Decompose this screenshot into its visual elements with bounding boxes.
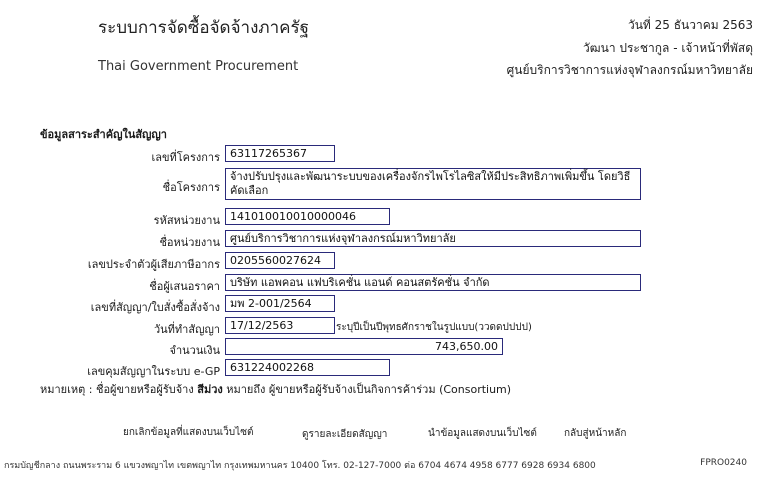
contract-date-label: วันที่ทำสัญญา	[153, 323, 220, 336]
amount-field[interactable]: 743,650.00	[225, 338, 503, 355]
unit-code-label: รหัสหน่วยงาน	[153, 214, 220, 227]
project-no-field[interactable]: 63117265367	[225, 145, 335, 162]
unit-code-field[interactable]: 141010010010000046	[225, 208, 390, 225]
tax-id-label: เลขประจำตัวผู้เสียภาษีอากร	[87, 258, 220, 271]
note-highlight: สีม่วง	[197, 383, 223, 396]
project-name-field[interactable]: จ้างปรับปรุงและพัฒนาระบบของเครื่องจักรไพโรไลซิสให้มีประสิทธิภาพเพิ่มขึ้น โดยวิธีคัดเลือก	[225, 168, 641, 200]
contract-no-field[interactable]: มพ 2-001/2564	[225, 295, 335, 312]
cancel-web-display-link[interactable]: ยกเลิกข้อมูลที่แสดงบนเว็บไซต์	[123, 427, 254, 438]
egp-no-label: เลขคุมสัญญาในระบบ e-GP	[87, 365, 220, 378]
egp-no-field[interactable]: 631224002268	[225, 359, 390, 376]
project-no-label: เลขที่โครงการ	[151, 151, 220, 164]
project-name-label: ชื่อโครงการ	[162, 181, 220, 194]
contract-date-hint: ระบุปีเป็นปีพุทธศักราชในรูปแบบ(ววดดปปปป)	[336, 322, 532, 333]
footer-page-code: FPRO0240	[700, 458, 747, 468]
view-contract-link[interactable]: ดูรายละเอียดสัญญา	[302, 429, 388, 440]
tax-id-field[interactable]: 0205560027624	[225, 252, 335, 269]
unit-name-field[interactable]: ศูนย์บริการวิชาการแห่งจุฬาลงกรณ์มหาวิทยาลัย	[225, 230, 641, 247]
back-to-main-link[interactable]: กลับสู่หน้าหลัก	[564, 428, 627, 439]
footer-address: กรมบัญชีกลาง ถนนพระราม 6 แขวงพญาไท เขตพญาไท กรุงเทพมหานคร 10400 โทร. 02-127-7000 ต่อ 6704 4674 4958 6777 6928 6934 6800	[4, 461, 596, 471]
unit-name-label: ชื่อหน่วยงาน	[159, 236, 220, 249]
contract-date-field[interactable]: 17/12/2563	[225, 317, 335, 334]
note-suffix: หมายถึง ผู้ขายหรือผู้รับจ้างเป็นกิจการค้าร่วม (Consortium)	[226, 383, 512, 396]
note-prefix: หมายเหตุ : ชื่อผู้ขายหรือผู้รับจ้าง	[40, 383, 194, 396]
page-title-thai: ระบบการจัดซื้อจัดจ้างภาครัฐ	[98, 18, 310, 38]
header-user: วัฒนา ประชากูล - เจ้าหน้าที่พัสดุ	[583, 41, 753, 55]
page-title-english: Thai Government Procurement	[98, 59, 299, 74]
show-on-web-link[interactable]: นำข้อมูลแสดงบนเว็บไซต์	[428, 428, 537, 439]
header-organization: ศูนย์บริการวิชาการแห่งจุฬาลงกรณ์มหาวิทยาลัย	[506, 63, 753, 77]
consortium-note	[40, 380, 511, 398]
contract-no-label: เลขที่สัญญา/ใบสั่งซื้อสั่งจ้าง	[90, 301, 220, 314]
bidder-field[interactable]: บริษัท แอพคอน แฟบริเคชั่น แอนด์ คอนสตรัคชั่น จำกัด	[225, 274, 641, 291]
header-date: วันที่ 25 ธันวาคม 2563	[627, 18, 753, 32]
bidder-label: ชื่อผู้เสนอราคา	[149, 280, 220, 293]
section-title: ข้อมูลสาระสำคัญในสัญญา	[40, 128, 167, 141]
amount-label: จำนวนเงิน	[169, 344, 220, 357]
